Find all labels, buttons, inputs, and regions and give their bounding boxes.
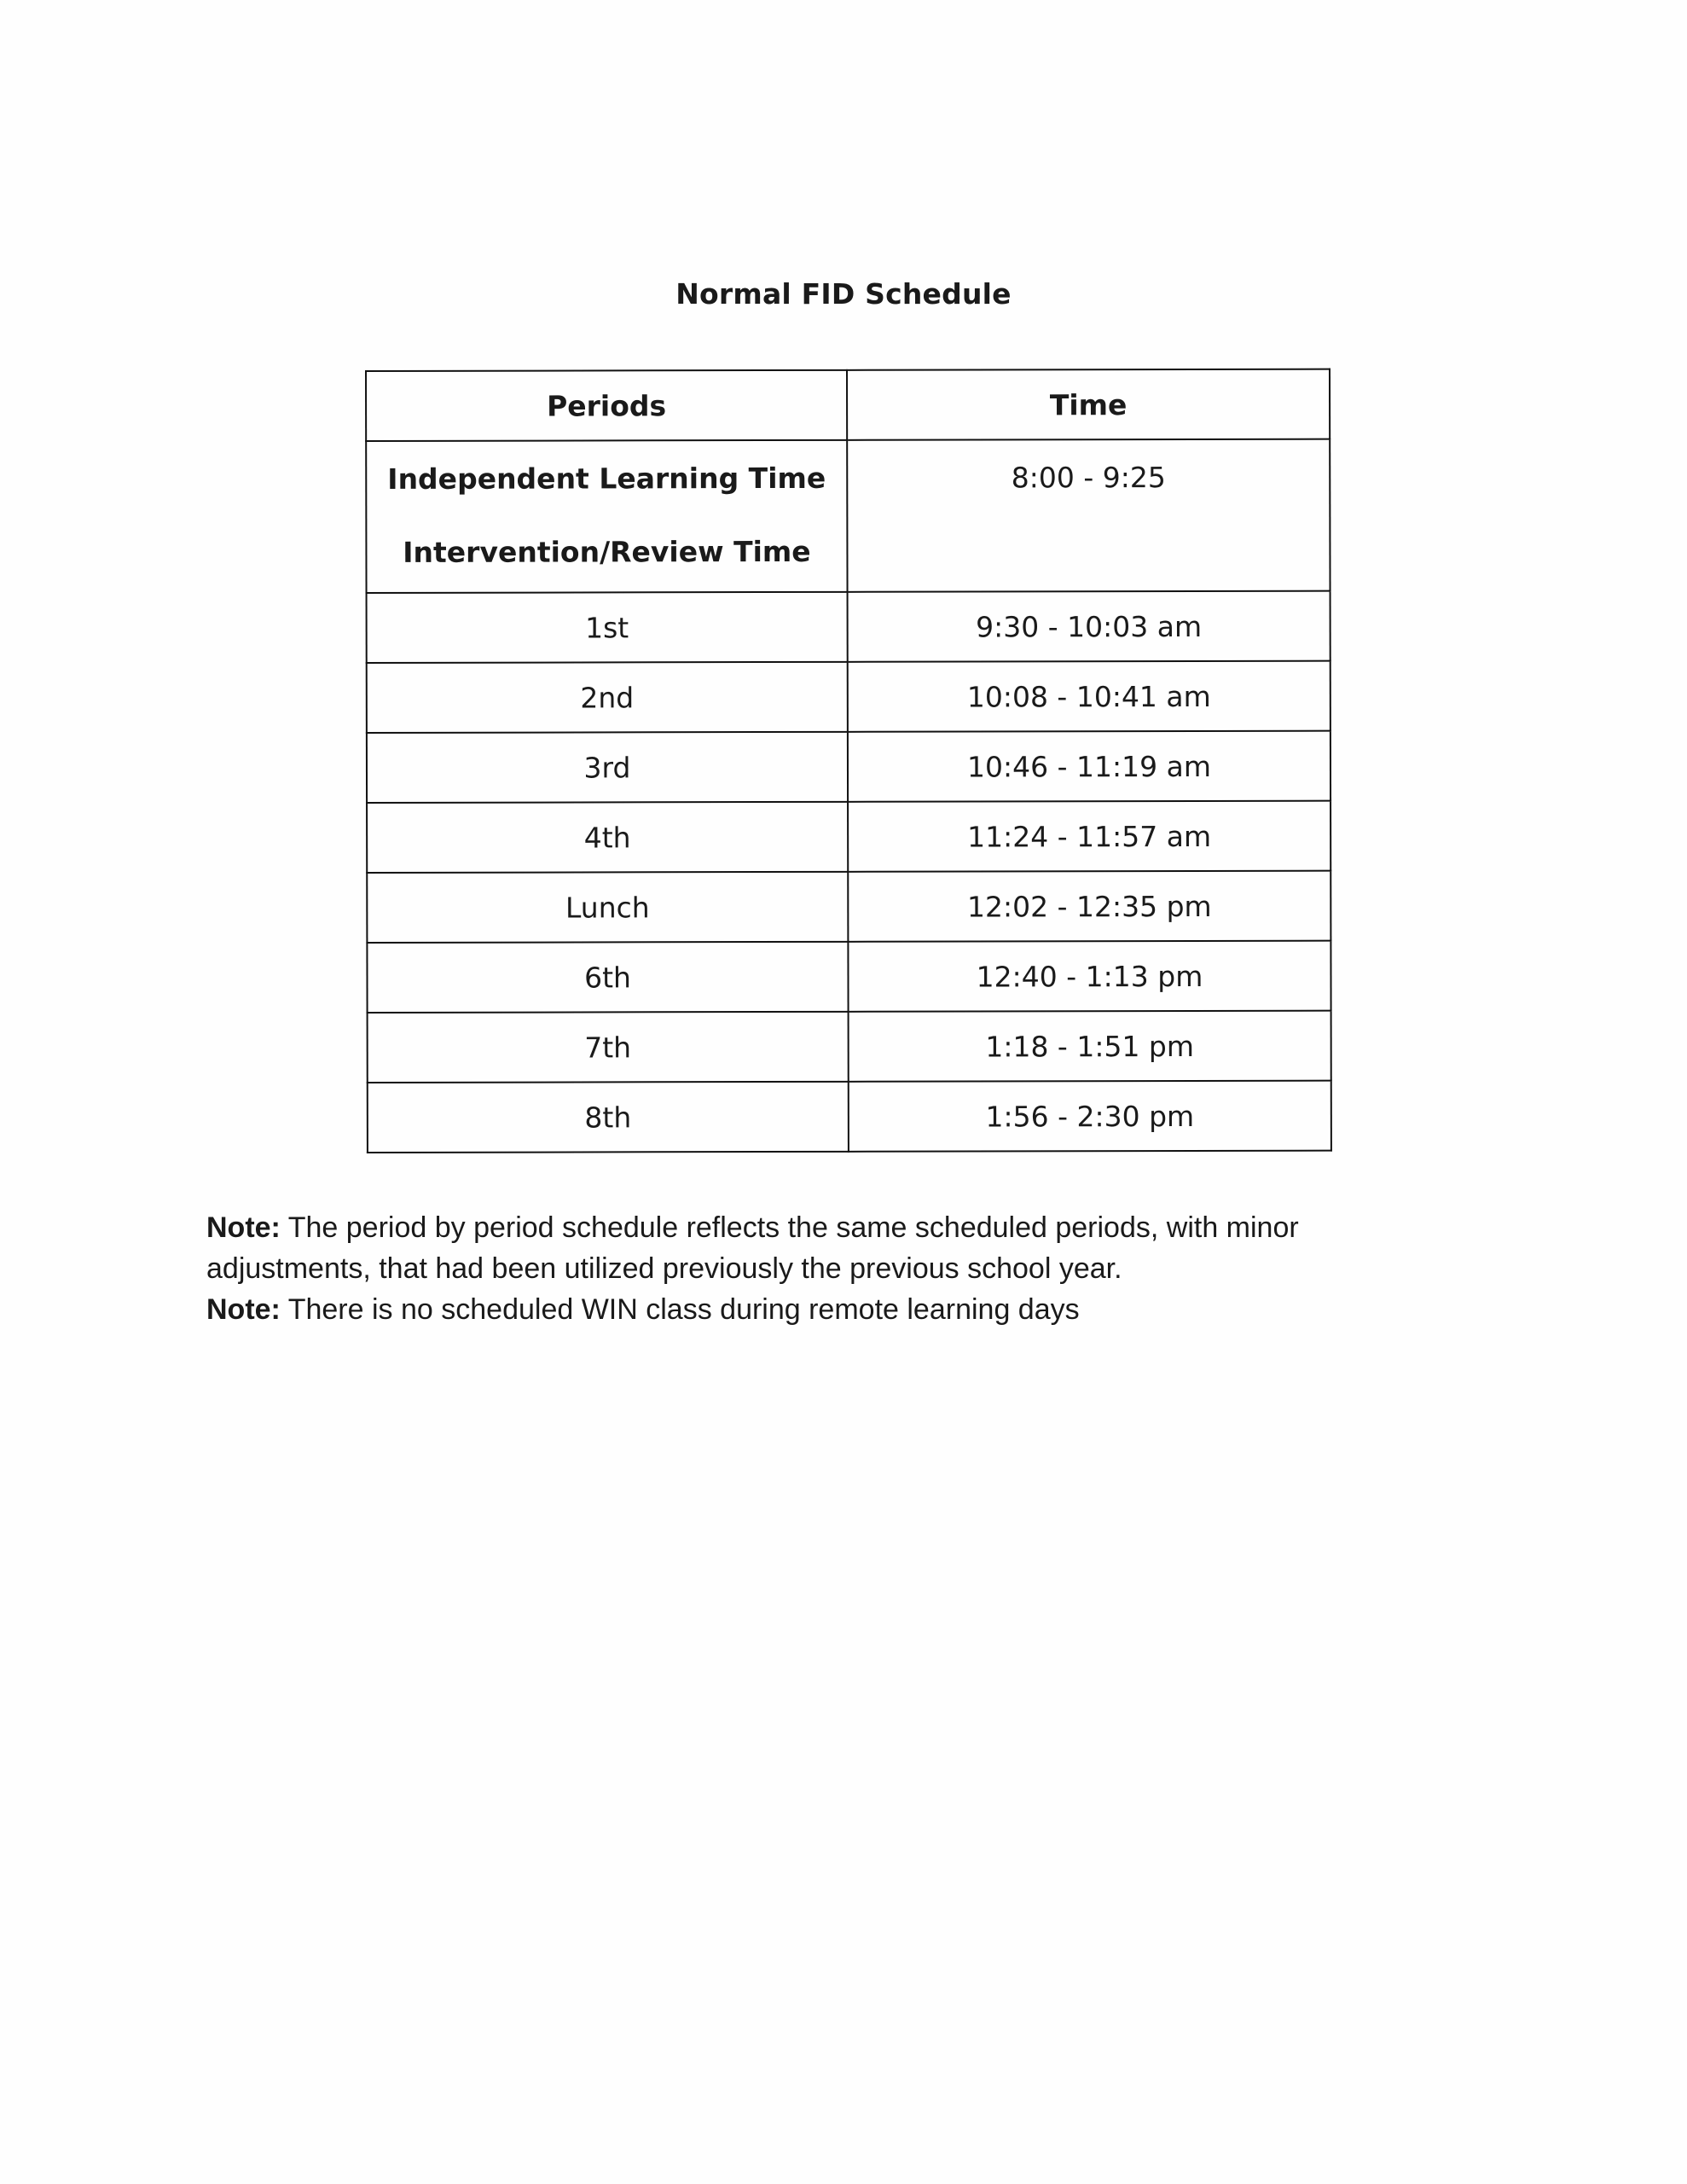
document-title: Normal FID Schedule: [675, 277, 1012, 311]
period-cell: 7th: [368, 1012, 849, 1083]
period-cell: 1st: [367, 592, 848, 663]
period-cell: 2nd: [367, 662, 848, 733]
period-cell: [366, 440, 847, 593]
intervention-review-label: Intervention/Review Time: [403, 534, 811, 569]
note-paragraph: [206, 1207, 1452, 1289]
period-cell: 8th: [368, 1082, 849, 1153]
time-cell: 11:24 - 11:57 am: [848, 801, 1330, 872]
table-row: [367, 871, 1330, 943]
period-cell: 3rd: [367, 732, 848, 803]
period-cell: Lunch: [367, 872, 848, 943]
time-header: Time: [847, 369, 1330, 440]
time-cell: 12:02 - 12:35 pm: [848, 871, 1330, 942]
schedule-table: [365, 369, 1332, 1153]
time-cell: 10:46 - 11:19 am: [848, 731, 1330, 802]
periods-header: Periods: [366, 370, 847, 441]
time-cell: 1:18 - 1:51 pm: [849, 1011, 1331, 1082]
note-text: There is no scheduled WIN class during remote learning days: [280, 1293, 1080, 1326]
note-label: Note:: [206, 1211, 281, 1244]
table-row: [368, 1011, 1331, 1083]
time-cell: 12:40 - 1:13 pm: [848, 941, 1330, 1012]
table-row: [367, 801, 1330, 873]
period-cell: 4th: [367, 802, 848, 873]
notes-section: [206, 1207, 1452, 1330]
time-value: 8:00 - 9:25: [1011, 461, 1166, 495]
note-text: The period by period schedule reflects the same scheduled periods, with minor adjustments, that had been utilized previously the previous school year.: [206, 1211, 1299, 1285]
period-cell: 6th: [367, 942, 848, 1013]
time-cell: 1:56 - 2:30 pm: [849, 1081, 1331, 1152]
note-label: Note:: [206, 1293, 281, 1326]
time-cell: [847, 439, 1330, 592]
table-header-row: [366, 369, 1330, 441]
independent-learning-label: Independent Learning Time: [387, 461, 826, 496]
time-cell: 10:08 - 10:41 am: [848, 661, 1330, 732]
table-row: [367, 941, 1330, 1013]
note-paragraph: [206, 1289, 1452, 1330]
table-row: [367, 731, 1330, 803]
table-row: [366, 439, 1330, 593]
table-row: [367, 591, 1330, 663]
table-row: [367, 661, 1330, 733]
time-cell: 9:30 - 10:03 am: [848, 591, 1330, 662]
table-row: [368, 1081, 1331, 1153]
